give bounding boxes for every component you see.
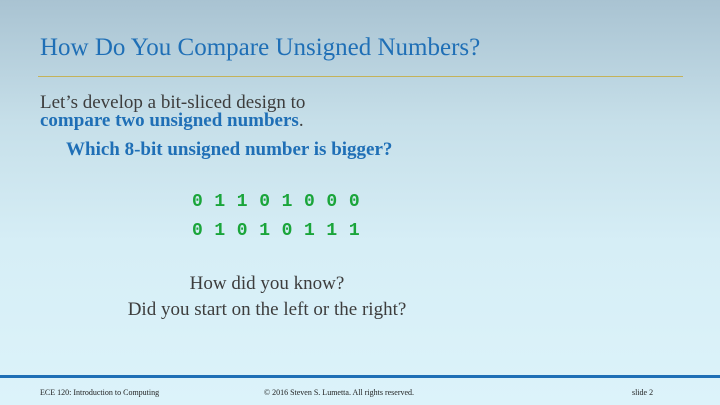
prompt-left-or-right: Did you start on the left or the right? xyxy=(127,299,407,320)
binary-number-b: 0 1 0 1 0 1 1 1 xyxy=(192,221,361,241)
binary-number-a: 0 1 1 0 1 0 0 0 xyxy=(192,192,361,212)
footer-course: ECE 120: Introduction to Computing xyxy=(40,388,160,397)
intro-line-1: Let’s develop a bit-sliced design to xyxy=(40,92,306,113)
intro-line-2 xyxy=(40,110,304,132)
footer-divider xyxy=(0,375,720,378)
footer-slide-number: slide 2 xyxy=(632,388,654,397)
intro-emphasis: compare two unsigned numbers xyxy=(40,110,299,131)
slide-title: How Do You Compare Unsigned Numbers? xyxy=(40,34,481,61)
title-divider xyxy=(38,76,683,77)
footer-copyright: © 2016 Steven S. Lumetta. All rights reserved. xyxy=(264,388,415,397)
prompt-how-did-you-know: How did you know? xyxy=(189,273,345,294)
intro-period: . xyxy=(298,110,304,131)
comparison-question: Which 8-bit unsigned number is bigger? xyxy=(66,139,393,160)
